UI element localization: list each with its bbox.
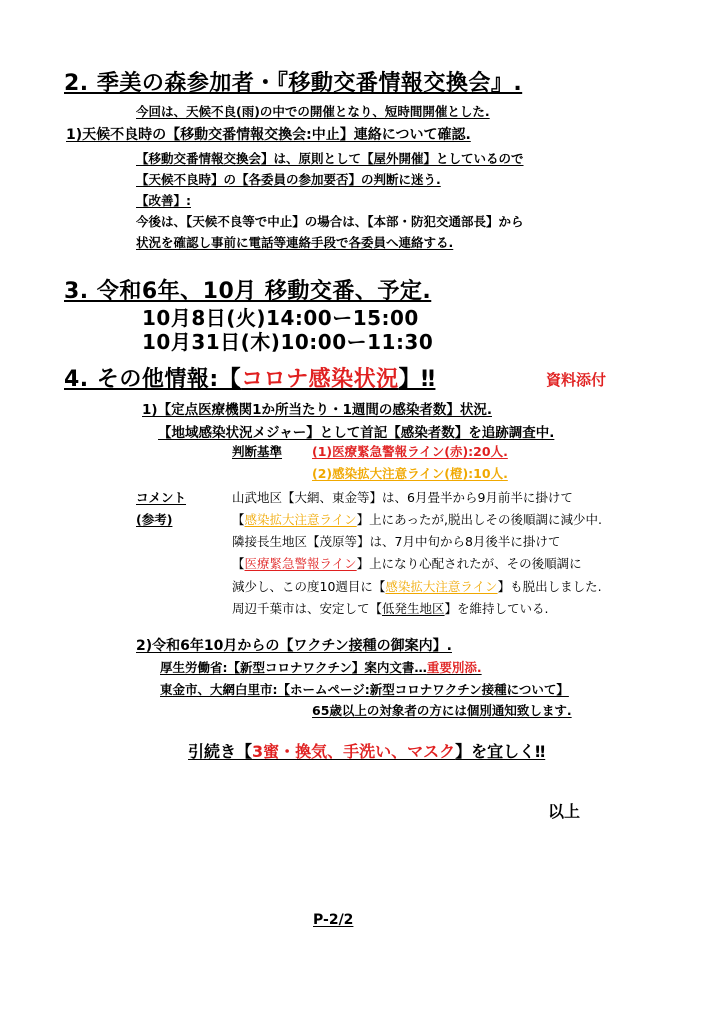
vaccine-line-3: 65歳以上の対象者の方には個別通知致します. (312, 703, 572, 718)
section2-line2: 【天候不良時】の【各委員の参加要否】の判断に迷う. (136, 172, 441, 187)
comment-line-4-post: 】上になり心配されたが、その後順調に (356, 556, 582, 571)
section4-heading-highlight: コロナ感染状況 (241, 367, 399, 392)
section2-line3: 【改善】: (136, 193, 191, 208)
section4-heading-prefix: 4. その他情報:【 (64, 367, 242, 392)
comment-line-1: 山武地区【大網、東金等】は、6月畳半から9月前半に掛けて (232, 490, 573, 505)
section4-item1b: 【地域感染状況メジャー】として首記【感染者数】を追跡調査中. (158, 425, 555, 441)
vaccine-line-1 (160, 658, 482, 676)
comment-line-2 (232, 510, 602, 528)
vaccine-line-1-highlight: 重要別添. (426, 660, 482, 675)
comment-line-2-pre: 【 (232, 512, 245, 527)
vaccine-line-1-pre: 厚生労働省:【新型コロナワクチン】案内文書… (160, 660, 427, 675)
closing-highlight: 3蜜・換気、手洗い、マスク (252, 742, 456, 761)
comment-line-6-post: 】を維持している. (444, 601, 549, 616)
section4-heading-suffix: 】‼ (398, 367, 436, 392)
section2-sub1: 1)天候不良時の【移動交番情報交換会:中止】連絡について確認. (66, 127, 471, 143)
section2-heading: 2. 季美の森参加者・『移動交番情報交換会』. (64, 71, 523, 96)
closing-post: 】を宜しく‼ (455, 742, 546, 761)
end-mark: 以上 (548, 802, 581, 821)
section3-heading: 3. 令和6年、10月 移動交番、予定. (64, 279, 432, 304)
section2-line1: 【移動交番情報交換会】は、原則として【屋外開催】としているので (136, 151, 524, 166)
section4-item2: 2)令和6年10月からの【ワクチン接種の御案内】. (136, 638, 452, 654)
closing-pre: 引続き【 (188, 742, 253, 761)
comment-line-5-pre: 減少し、この度10週目に【 (232, 579, 386, 594)
criteria-label: 判断基準 (232, 444, 283, 459)
comment-line-4-pre: 【 (232, 556, 245, 571)
closing-message (188, 739, 545, 762)
vaccine-line-2: 東金市、大網白里市:【ホームページ:新型コロナワクチン接種について】 (160, 682, 569, 697)
comment-line-6-highlight: 低発生地区 (382, 601, 445, 616)
section4-heading (64, 362, 435, 393)
section2-line5: 状況を確認し事前に電話等連絡手段で各委員へ連絡する. (136, 235, 454, 250)
comment-line-5-highlight: 感染拡大注意ライン (385, 579, 498, 594)
comment-sublabel: (参考) (136, 512, 173, 527)
comment-line-5-post: 】も脱出しました. (497, 579, 602, 594)
criteria-red-line: (1)医療緊急警報ライン(赤):20人. (312, 444, 508, 459)
section2-line4: 今後は、【天候不良等で中止】の場合は、【本部・防犯交通部長】から (136, 214, 524, 229)
comment-line-4 (232, 554, 582, 572)
criteria-orange-line: (2)感染拡大注意ライン(橙):10人. (312, 466, 508, 481)
schedule-date-1: 10月8日(火)14:00ー15:00 (142, 306, 419, 330)
page-number: P-2/2 (313, 912, 354, 928)
section4-item1: 1)【定点医療機関1か所当たり・1週間の感染者数】状況. (142, 402, 492, 418)
attachment-label: 資料添付 (546, 371, 607, 389)
comment-line-3: 隣接長生地区【茂原等】は、7月中旬から8月後半に掛けて (232, 534, 561, 549)
comment-label: コメント (136, 490, 187, 505)
schedule-date-2: 10月31日(木)10:00ー11:30 (142, 330, 434, 354)
section2-intro: 今回は、天候不良(雨)の中での開催となり、短時間開催とした. (136, 104, 490, 119)
comment-line-2-highlight: 感染拡大注意ライン (244, 512, 357, 527)
comment-line-6 (232, 599, 549, 617)
comment-line-5 (232, 577, 602, 595)
comment-line-2-post: 】上にあったが,脱出しその後順調に減少中. (356, 512, 602, 527)
comment-line-6-pre: 周辺千葉市は、安定して【 (232, 601, 383, 616)
comment-line-4-highlight: 医療緊急警報ライン (244, 556, 357, 571)
